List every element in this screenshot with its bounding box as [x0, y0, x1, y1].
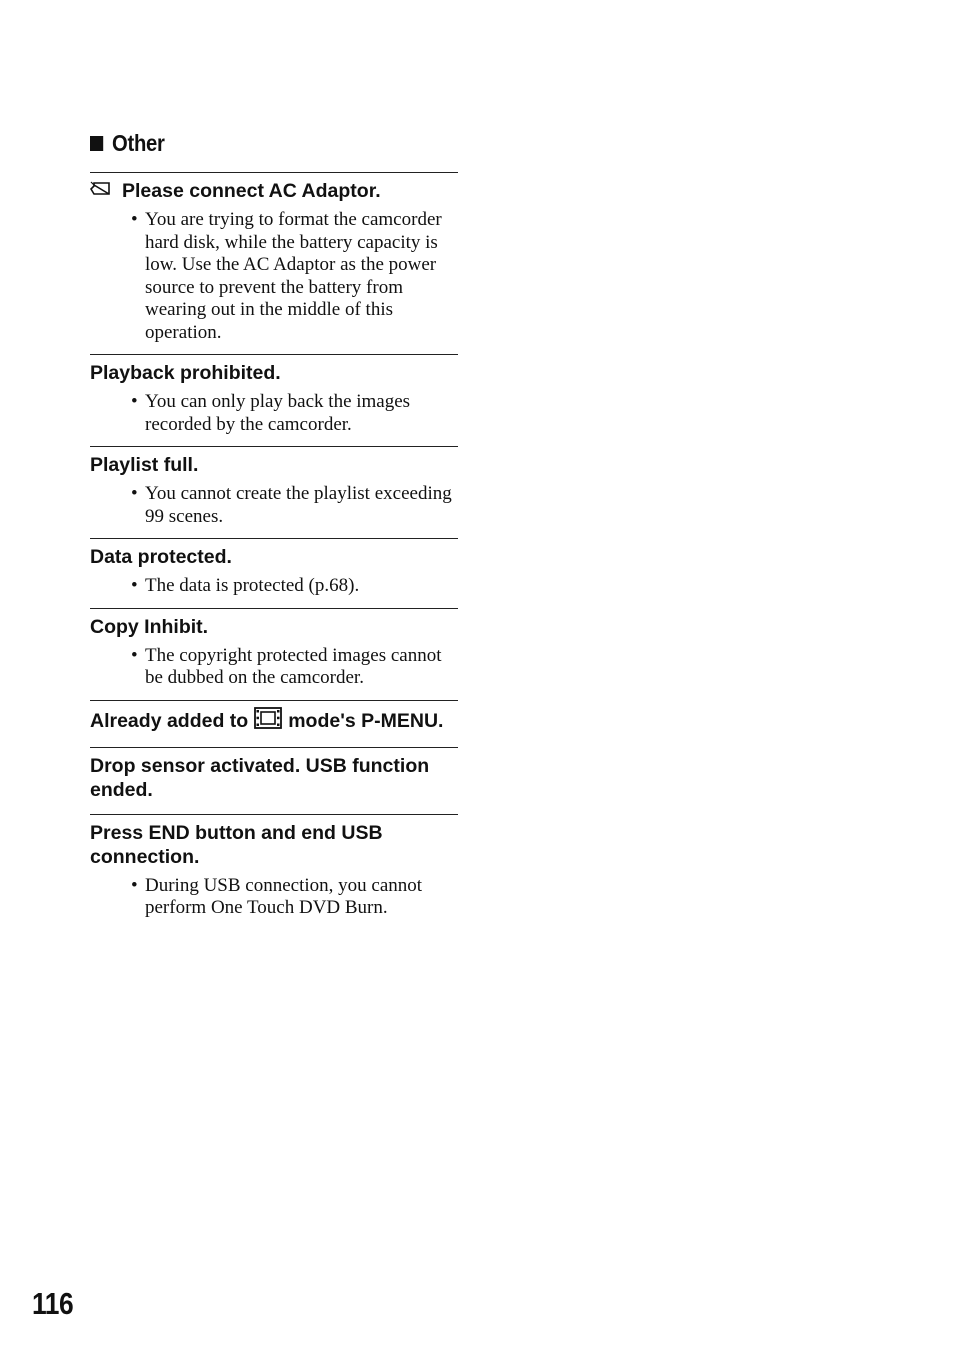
message-description: • You are trying to format the camcorder hard disk, while the battery capacity is low. Use the AC Adaptor as the power source to prevent the battery from wearing out in the middle of this operation. — [90, 209, 458, 344]
message-entry-playlist-full — [90, 446, 458, 538]
section-title: Other — [112, 130, 165, 156]
message-entry-press-end — [90, 814, 458, 930]
message-description: • The copyright protected images cannot be dubbed on the camcorder. — [90, 645, 458, 690]
message-title: Press END button and end USB connection. — [90, 821, 383, 868]
message-description: • You cannot create the playlist exceeding 99 scenes. — [90, 483, 458, 528]
message-title-text-start: Already added to — [90, 709, 249, 732]
message-description: • During USB connection, you cannot perform One Touch DVD Burn. — [90, 875, 458, 920]
movie-film-icon — [254, 707, 282, 735]
message-title: Drop sensor activated. USB function ended. — [90, 754, 430, 801]
message-title-text-end: mode's P-MENU. — [288, 709, 444, 732]
message-description: • The data is protected (p.68). — [90, 575, 458, 598]
message-title — [90, 707, 458, 735]
message-list — [90, 172, 458, 930]
message-title: Data protected. — [90, 546, 232, 568]
page-number: 116 — [32, 1286, 74, 1321]
message-entry-ac-adaptor — [90, 172, 458, 354]
message-title: Playback prohibited. — [90, 362, 281, 384]
message-title: Copy Inhibit. — [90, 615, 209, 638]
message-title — [90, 179, 458, 203]
black-square-icon — [90, 136, 103, 151]
message-entry-already-added — [90, 700, 458, 747]
message-title-text: Please connect AC Adaptor. — [122, 180, 381, 202]
message-entry-data-protected — [90, 538, 458, 608]
message-entry-playback-prohibited — [90, 354, 458, 446]
message-title: Playlist full. — [90, 454, 199, 476]
message-entry-drop-sensor — [90, 747, 458, 814]
battery-warning-icon — [90, 179, 114, 203]
section-heading — [90, 130, 165, 157]
message-entry-copy-inhibit — [90, 608, 458, 700]
message-description: • You can only play back the images recorded by the camcorder. — [90, 391, 458, 436]
